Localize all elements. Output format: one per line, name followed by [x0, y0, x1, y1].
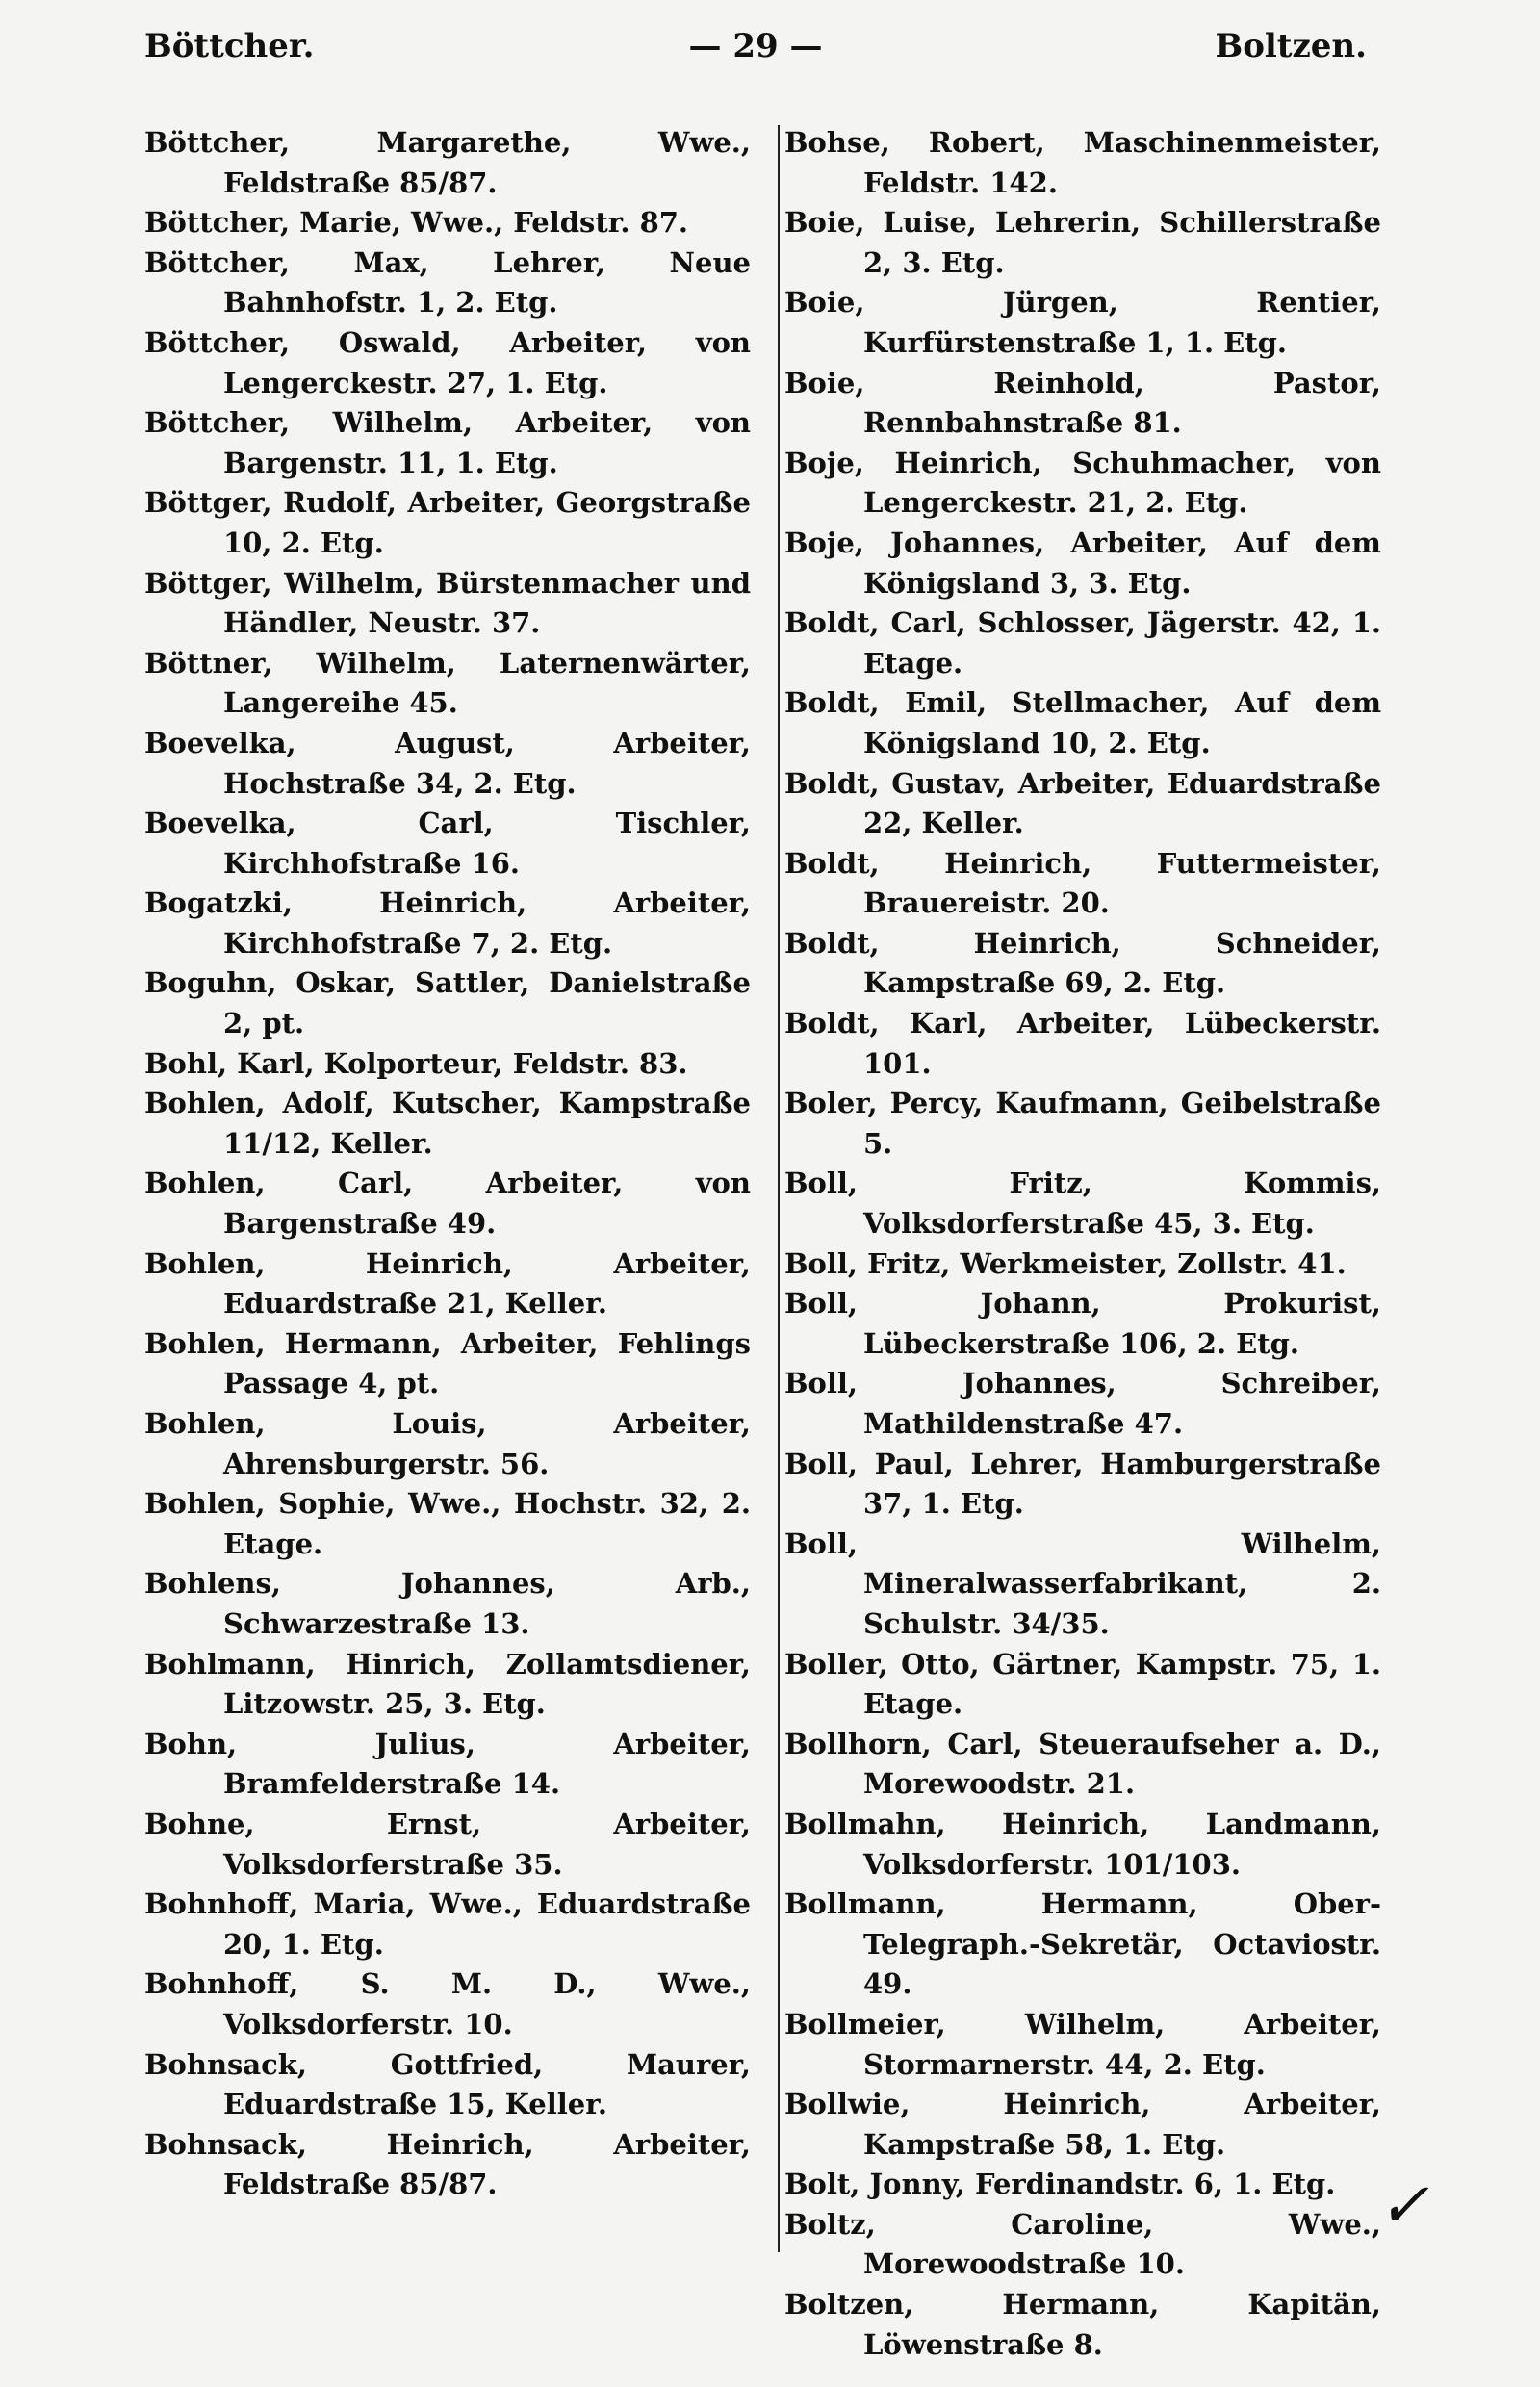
directory-entry: Boje, Johannes, Arbeiter, Auf dem Königsland 3, 3. Etg.: [784, 526, 1381, 600]
directory-entry: Boltz, Caroline, Wwe., Morewoodstraße 10.: [784, 2207, 1381, 2281]
directory-entry: Boldt, Emil, Stellmacher, Auf dem Königsland 10, 2. Etg.: [784, 686, 1381, 759]
directory-entry: Bohnhoff, S. M. D., Wwe., Volksdorferstr. 10.: [144, 1967, 751, 2040]
directory-entry: Boll, Wilhelm, Mineralwasserfabrikant, 2. Schulstr. 34/35.: [784, 1527, 1381, 1640]
directory-entry: Bohlen, Heinrich, Arbeiter, Eduardstraße 21, Keller.: [144, 1246, 751, 1321]
directory-entry: Böttger, Wilhelm, Bürstenmacher und Händler, Neustr. 37.: [144, 566, 751, 640]
directory-entry: Boll, Johann, Prokurist, Lübeckerstraße 106, 2. Etg.: [784, 1287, 1381, 1360]
directory-entry: Bohlmann, Hinrich, Zollamtsdiener, Litzowstr. 25, 3. Etg.: [144, 1647, 751, 1721]
directory-entry: Bolt, Jonny, Ferdinandstr. 6, 1. Etg.: [784, 2168, 1336, 2201]
directory-entry: Bohlen, Hermann, Arbeiter, Fehlings Passage 4, pt.: [144, 1326, 751, 1400]
column-divider: [778, 125, 780, 2252]
directory-entry: Bollmeier, Wilhelm, Arbeiter, Stormarnerstr. 44, 2. Etg.: [784, 2007, 1381, 2081]
page-header: [144, 27, 1367, 85]
directory-entry: Böttner, Wilhelm, Laternenwärter, Langereihe 45.: [144, 646, 751, 720]
directory-entry: Bohnsack, Gottfried, Maurer, Eduardstraße 15, Keller.: [144, 2047, 751, 2121]
directory-entry: Böttcher, Max, Lehrer, Neue Bahnhofstr. 1, 2. Etg.: [144, 245, 751, 320]
directory-entry: Böttcher, Marie, Wwe., Feldstr. 87.: [144, 206, 689, 240]
directory-entry: Boguhn, Oskar, Sattler, Danielstraße 2, pt.: [144, 966, 751, 1040]
directory-entry: Bohnsack, Heinrich, Arbeiter, Feldstraße 85/87.: [144, 2127, 751, 2201]
directory-entry: Boldt, Heinrich, Schneider, Kampstraße 69, 2. Etg.: [784, 926, 1381, 1000]
directory-entry: Boldt, Gustav, Arbeiter, Eduardstraße 22, Keller.: [784, 766, 1381, 840]
directory-entry: Boller, Otto, Gärtner, Kampstr. 75, 1. Etage.: [784, 1647, 1381, 1721]
directory-entry: Boltzen, Hermann, Kapitän, Löwenstraße 8.: [784, 2288, 1381, 2361]
directory-entry: Boie, Luise, Lehrerin, Schillerstraße 2, 3. Etg.: [784, 206, 1381, 279]
header-last-name: Boltzen.: [1215, 27, 1367, 65]
directory-entry: Bohlens, Johannes, Arb., Schwarzestraße 13.: [144, 1567, 751, 1640]
directory-entry: Bohlen, Adolf, Kutscher, Kampstraße 11/12, Keller.: [144, 1087, 751, 1160]
right-column: [784, 123, 1381, 2365]
directory-entry: Boll, Paul, Lehrer, Hamburgerstraße 37, 1. Etg.: [784, 1447, 1381, 1521]
directory-entry: Boldt, Karl, Arbeiter, Lübeckerstr. 101.: [784, 1007, 1381, 1080]
directory-entry: Boevelka, Carl, Tischler, Kirchhofstraße 16.: [144, 807, 751, 880]
directory-entry: Böttcher, Oswald, Arbeiter, von Lengerckestr. 27, 1. Etg.: [144, 325, 751, 399]
directory-entry: Böttcher, Margarethe, Wwe., Feldstraße 85/87.: [144, 126, 751, 199]
directory-entry: Boler, Percy, Kaufmann, Geibelstraße 5.: [784, 1087, 1381, 1160]
directory-entry: Boll, Johannes, Schreiber, Mathildenstraße 47.: [784, 1367, 1381, 1440]
directory-entry: Boevelka, August, Arbeiter, Hochstraße 34, 2. Etg.: [144, 726, 751, 800]
directory-entry: Bohne, Ernst, Arbeiter, Volksdorferstraße 35.: [144, 1807, 751, 1881]
directory-entry: Bollmahn, Heinrich, Landmann, Volksdorferstr. 101/103.: [784, 1807, 1381, 1881]
directory-entry: Bohnhoff, Maria, Wwe., Eduardstraße 20, 1. Etg.: [144, 1887, 751, 1961]
page-number: — 29 —: [688, 27, 823, 65]
directory-entry: Boldt, Heinrich, Futtermeister, Brauereistr. 20.: [784, 846, 1381, 920]
directory-entry: Bollhorn, Carl, Steueraufseher a. D., Morewoodstr. 21.: [784, 1727, 1381, 1801]
directory-entry: Böttcher, Wilhelm, Arbeiter, von Bargenstr. 11, 1. Etg.: [144, 406, 751, 479]
directory-entry: Bollwie, Heinrich, Arbeiter, Kampstraße 58, 1. Etg.: [784, 2088, 1381, 2161]
directory-entry: Boie, Jürgen, Rentier, Kurfürstenstraße 1, 1. Etg.: [784, 286, 1381, 359]
directory-entry: Bohl, Karl, Kolporteur, Feldstr. 83.: [144, 1046, 688, 1080]
directory-entry: Boll, Fritz, Werkmeister, Zollstr. 41.: [784, 1246, 1347, 1280]
directory-entry: Bohlen, Carl, Arbeiter, von Bargenstraße 49.: [144, 1167, 751, 1241]
directory-entry: Boie, Reinhold, Pastor, Rennbahnstraße 81.: [784, 366, 1381, 440]
directory-entry: Boldt, Carl, Schlosser, Jägerstr. 42, 1. Etage.: [784, 606, 1381, 680]
directory-entry: Bohlen, Louis, Arbeiter, Ahrensburgerstr. 56.: [144, 1407, 751, 1480]
header-first-name: Böttcher.: [144, 27, 315, 65]
directory-entry: Bohn, Julius, Arbeiter, Bramfelderstraße 14.: [144, 1727, 751, 1801]
left-column: [144, 123, 751, 2205]
directory-entry: Bohse, Robert, Maschinenmeister, Feldstr. 142.: [784, 126, 1381, 199]
directory-entry: Böttger, Rudolf, Arbeiter, Georgstraße 10, 2. Etg.: [144, 486, 751, 559]
directory-entry: Boll, Fritz, Kommis, Volksdorferstraße 45, 3. Etg.: [784, 1167, 1381, 1241]
directory-entry: Bollmann, Hermann, Ober-Telegraph.-Sekretär, Octaviostr. 49.: [784, 1887, 1381, 2001]
directory-entry: Bogatzki, Heinrich, Arbeiter, Kirchhofstraße 7, 2. Etg.: [144, 886, 751, 960]
directory-entry: Boje, Heinrich, Schuhmacher, von Lengerckestr. 21, 2. Etg.: [784, 446, 1381, 520]
directory-entry: Bohlen, Sophie, Wwe., Hochstr. 32, 2. Etage.: [144, 1487, 751, 1560]
handwritten-mark: ✓: [1377, 2170, 1429, 2242]
